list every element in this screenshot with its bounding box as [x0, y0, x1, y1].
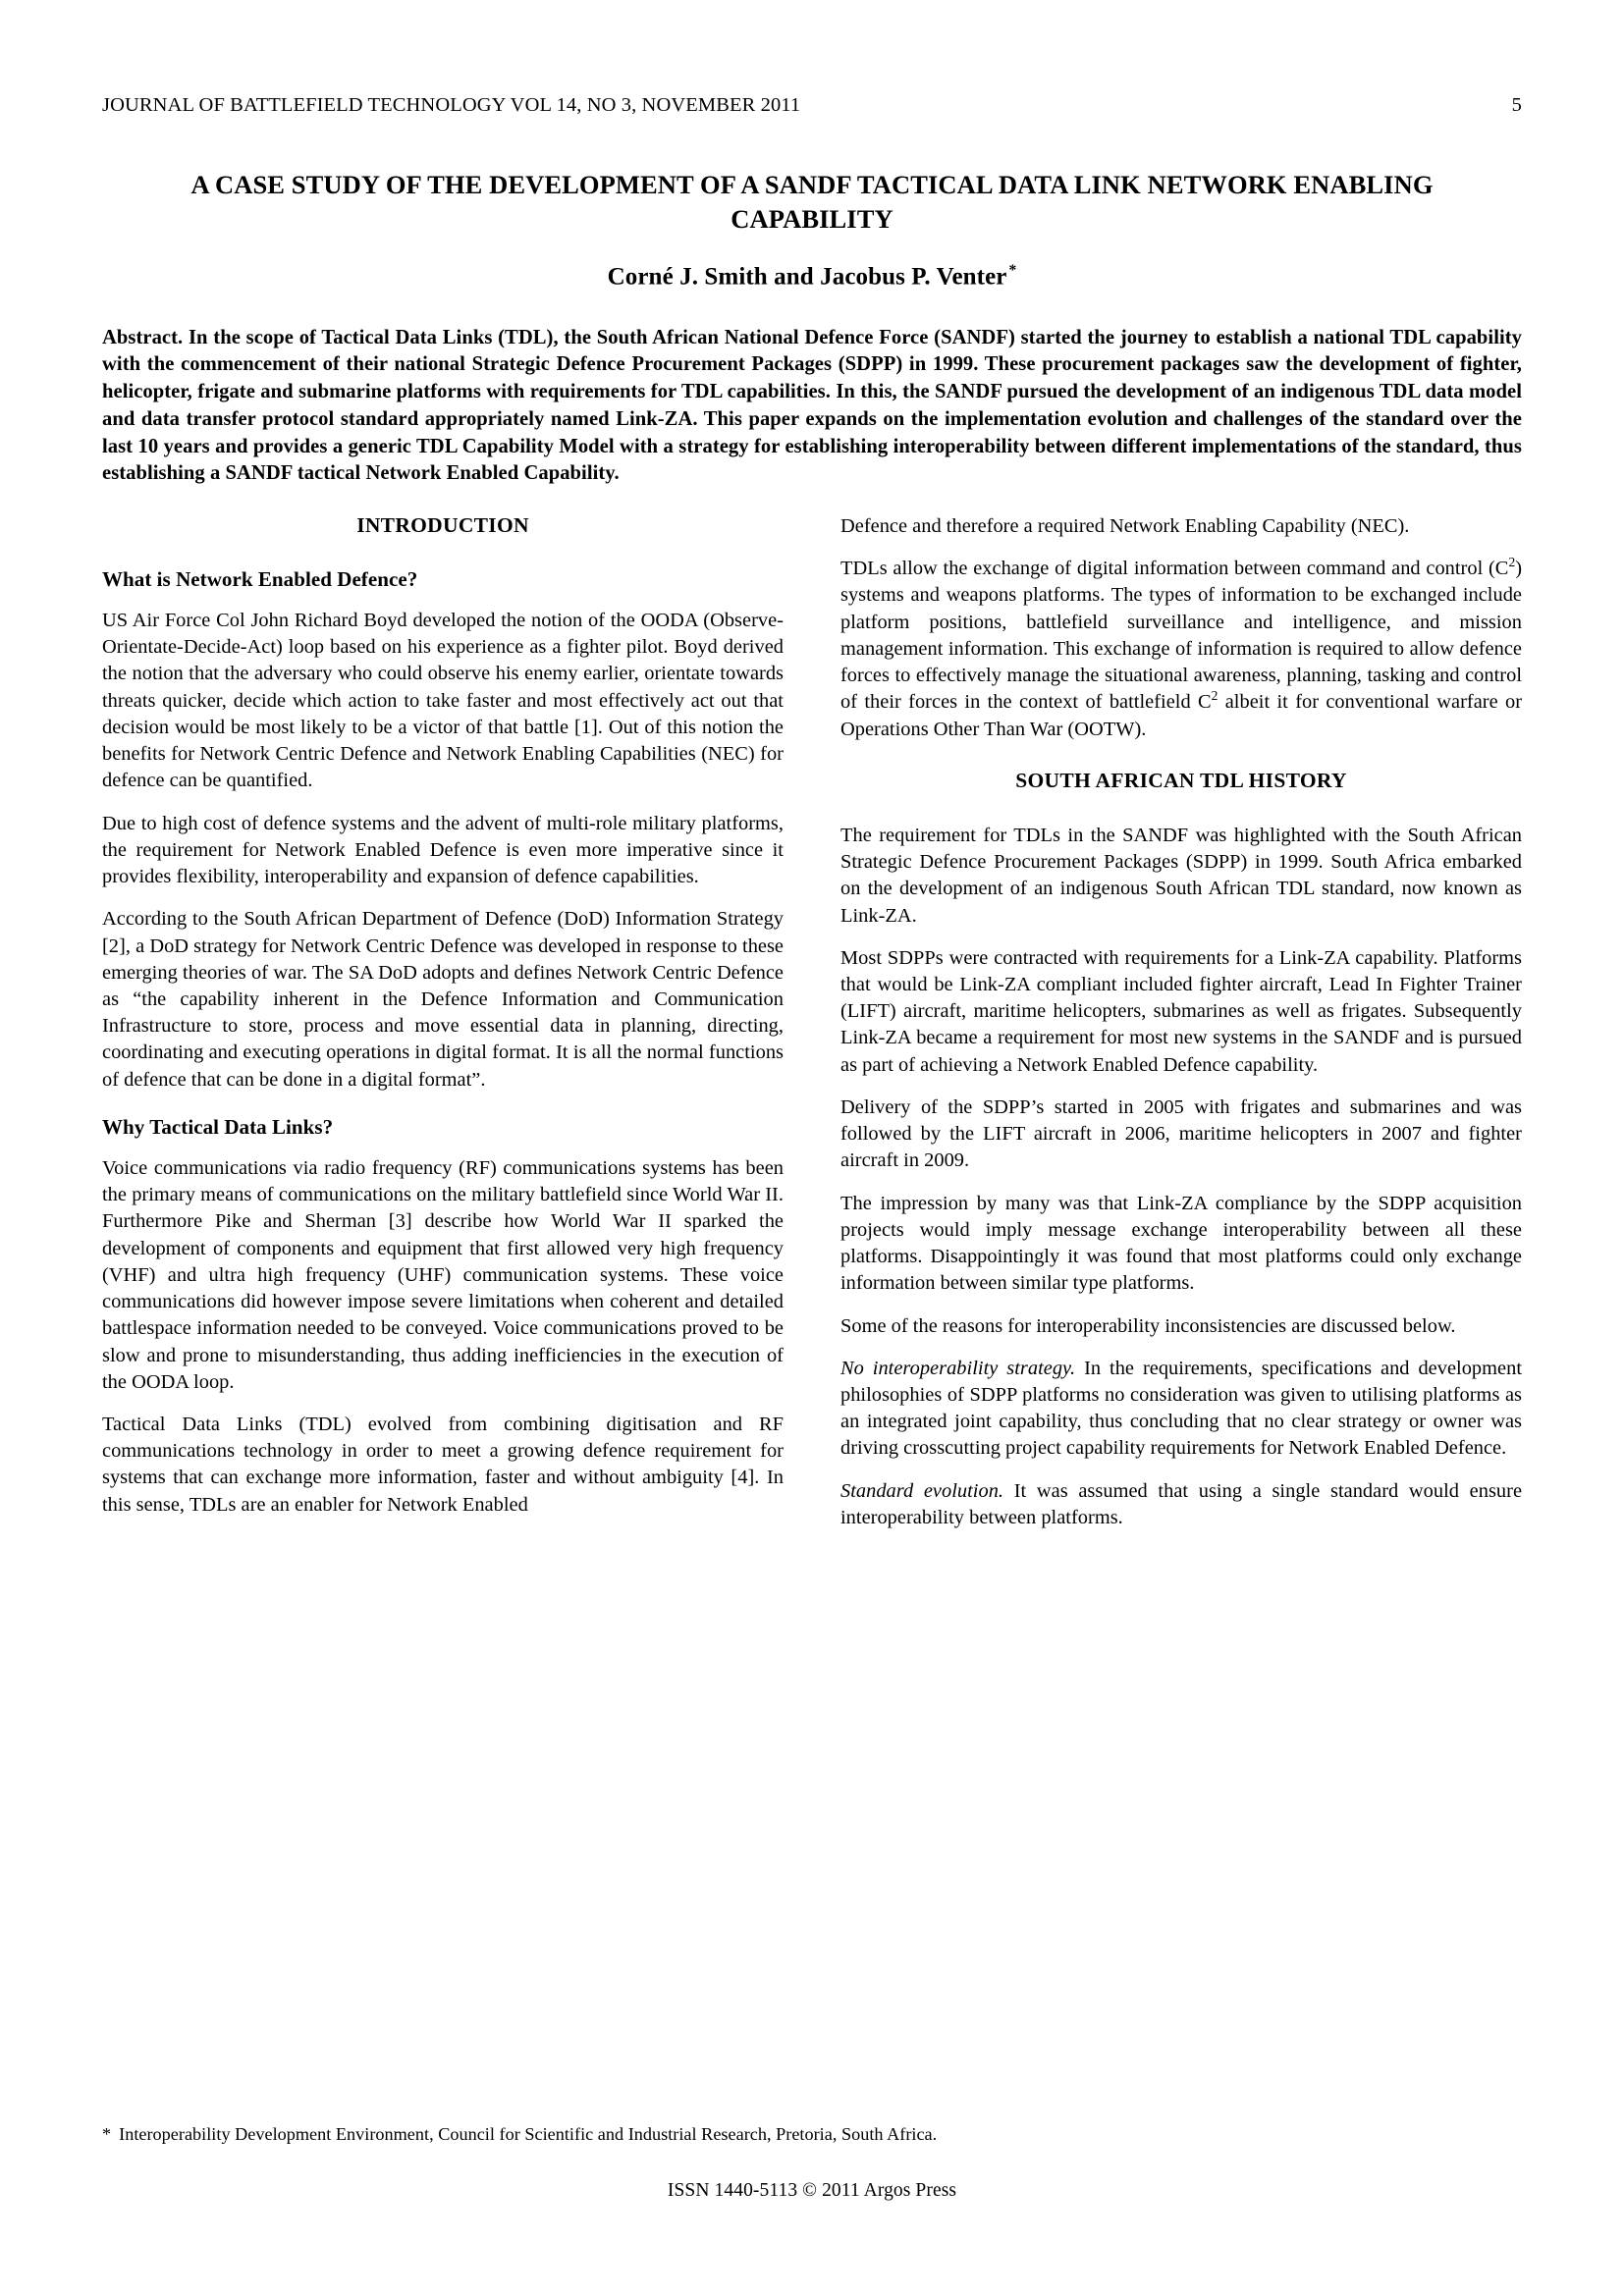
runin-heading-standard-evolution: Standard evolution.: [840, 1479, 1004, 1502]
paragraph: The impression by many was that Link-ZA compliance by the SDPP acquisition projects would imply message exchange interoperability between all these platforms. Disappointingly it was found that most platforms could only exchange information between similar type platforms.: [840, 1192, 1522, 1295]
paragraph: [840, 1478, 1522, 1531]
subheading-what-is-network-enabled-defence: What is Network Enabled Defence?: [102, 566, 418, 591]
paragraph: Some of the reasons for interoperability inconsistencies are discussed below.: [840, 1314, 1456, 1337]
affiliation-marker: *: [1008, 262, 1017, 280]
page-number: 5: [1511, 94, 1522, 116]
superscript-two: 2: [1211, 688, 1218, 704]
paragraph: Due to high cost of defence systems and the advent of multi-role military platforms, the requirement for Network Enabled Defence is even more imperative since it provides flexibility, interoperability and expansion of defence capabilities.: [102, 812, 784, 888]
issn-line: ISSN 1440-5113 © 2011 Argos Press: [667, 2180, 957, 2201]
paragraph: [840, 1356, 1522, 1463]
footnote-text: Interoperability Development Environment, Council for Scientific and Industrial Research, Pretoria, South Africa.: [119, 2124, 938, 2145]
running-head: [102, 94, 1522, 117]
left-column: [102, 513, 784, 1531]
page-title: A CASE STUDY OF THE DEVELOPMENT OF A SANDF TACTICAL DATA LINK NETWORK ENABLING CAPABILITY: [190, 170, 1434, 235]
paragraph: According to the South African Department of Defence (DoD) Information Strategy [2], a DoD strategy for Network Centric Defence was developed in response to these emerging theories of war. The SA DoD adopts and defines Network Centric Defence as “the capability inherent in the Defence Information and Communication Infrastructure to store, process and move essential data in planning, directing, coordinating and executing operations in digital format. It is all the normal functions of defence that can be done in a digital format”.: [102, 908, 784, 1091]
paragraph: [840, 556, 1522, 743]
page-footer: [102, 2123, 1522, 2202]
paragraph-segment: ) systems and weapons platforms. The types of information to be exchanged include platform positions, battlefield surveillance and intelligence, and mission management information. This exchange of information is required to allow defence forces to effectively manage the situational awareness, planning, tasking and control of their forces in the context of battlefield C: [840, 558, 1522, 714]
subheading-why-tactical-data-links: Why Tactical Data Links?: [102, 1114, 334, 1139]
author-byline: [102, 262, 1522, 291]
section-heading-south-african-tdl-history: SOUTH AFRICAN TDL HISTORY: [1015, 768, 1347, 792]
paragraph-segment: It was assumed that using a single standard would ensure interoperability between platforms.: [840, 1479, 1523, 1528]
paragraph-segment: TDLs allow the exchange of digital information between command and control (C: [840, 558, 1509, 580]
footnote: [102, 2123, 1522, 2147]
footnote-marker: *: [102, 2124, 112, 2145]
body-columns: [102, 513, 1522, 1531]
paragraph: US Air Force Col John Richard Boyd developed the notion of the OODA (Observe-Orientate-Decide-Act) loop based on his experience as a fighter pilot. Boyd derived the notion that the adversary who could observe his enemy earlier, orientate towards threats quicker, decide which action to take faster and most effectively act out that decision would be most likely to be a victor of that battle [1]. Out of this notion the benefits for Network Centric Defence and Network Enabling Capabilities (NEC) for defence can be quantified.: [102, 609, 784, 792]
author-names: Corné J. Smith and Jacobus P. Venter: [607, 263, 1007, 291]
paragraph: Voice communications via radio frequency (RF) communications systems has been the primary means of communications on the military battlefield since World War II. Furthermore Pike and Sherman [3] describe how World War II sparked the development of components and equipment that first allowed very high frequency (VHF) and ultra high frequency (UHF) communication systems. These voice communications did however impose severe limitations when coherent and detailed battlespace information needed to be conveyed. Voice communications proved to be slow and prone to misunderstanding, thus adding inefficiencies in the execution of the OODA loop.: [102, 1156, 784, 1393]
section-heading-introduction: INTRODUCTION: [356, 512, 529, 537]
paragraph: Most SDPPs were contracted with requirements for a Link-ZA capability. Platforms that would be Link-ZA compliant included fighter aircraft, Lead In Fighter Trainer (LIFT) aircraft, maritime helicopters, submarines as well as frigates. Subsequently Link-ZA became a requirement for most new systems in the SANDF and is pursued as part of achieving a Network Enabled Defence capability.: [840, 946, 1522, 1076]
superscript-two: 2: [1508, 555, 1516, 570]
right-column: [840, 513, 1522, 1531]
paragraph-segment: albeit it for conventional warfare or Operations Other Than War (OOTW).: [840, 691, 1522, 740]
paragraph: The requirement for TDLs in the SANDF was highlighted with the South African Strategic Defence Procurement Packages (SDPP) in 1999. South Africa embarked on the development of an indigenous South African TDL standard, now known as Link-ZA.: [840, 824, 1522, 927]
paragraph: Defence and therefore a required Network Enabling Capability (NEC).: [840, 514, 1410, 537]
abstract: Abstract. In the scope of Tactical Data Links (TDL), the South African National Defence Force (SANDF) started the journey to establish a national TDL capability with the commencement of their national Strategic Defence Procurement Packages (SDPP) in 1999. These procurement packages saw the development of fighter, helicopter, frigate and submarine platforms with requirements for TDL capabilities. In this, the SANDF pursued the development of an indigenous TDL data model and data transfer protocol standard appropriately named Link-ZA. This paper expands on the implementation evolution and challenges of the standard over the last 10 years and provides a generic TDL Capability Model with a strategy for establishing interoperability between different implementations of the standard, thus establishing a SANDF tactical Network Enabled Capability.: [102, 326, 1522, 485]
runin-heading-no-interoperability-strategy: No interoperability strategy.: [840, 1357, 1076, 1379]
running-head-journal: JOURNAL OF BATTLEFIELD TECHNOLOGY VOL 14, NO 3, NOVEMBER 2011: [102, 94, 801, 116]
paragraph-segment: In the requirements, specifications and development philosophies of SDPP platforms no consideration was given to utilising platforms as an integrated joint capability, thus concluding that no clear strategy or owner was driving crosscutting project capability requirements for Network Enabled Defence.: [840, 1357, 1523, 1460]
paragraph: Tactical Data Links (TDL) evolved from combining digitisation and RF communications technology in order to meet a growing defence requirement for systems that can exchange more information, faster and without ambiguity [4]. In this sense, TDLs are an enabler for Network Enabled: [102, 1414, 784, 1516]
paragraph: Delivery of the SDPP’s started in 2005 with frigates and submarines and was followed by the LIFT aircraft in 2006, maritime helicopters in 2007 and fighter aircraft in 2009.: [840, 1095, 1522, 1172]
